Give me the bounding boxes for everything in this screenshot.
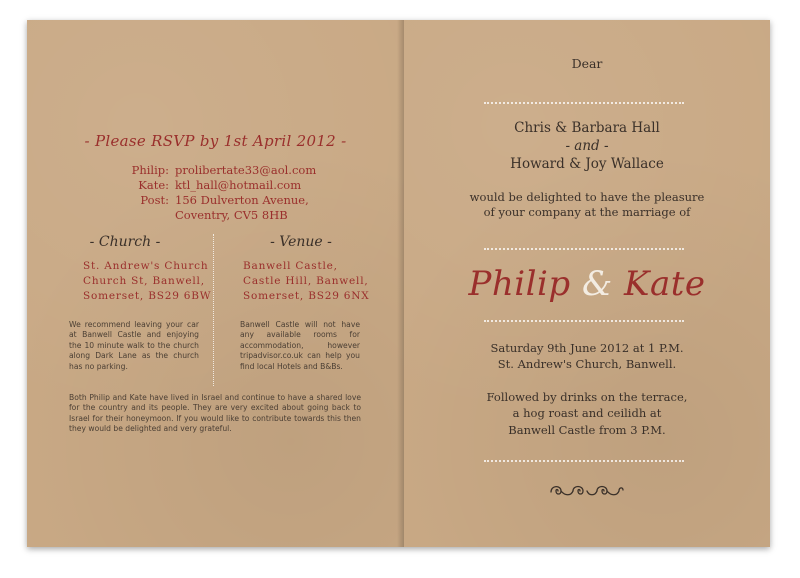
contact-value: Coventry, CV5 8HB <box>175 208 288 222</box>
contact-value: ktl_hall@hotmail.com <box>175 178 302 192</box>
left-page <box>27 20 404 547</box>
ampersand: & <box>581 264 613 304</box>
venue-address-line: Banwell Castle, <box>243 260 338 272</box>
venue-address-line: Somerset, BS29 6NX <box>243 290 370 302</box>
contact-label: Kate: <box>138 178 169 192</box>
venue-address <box>243 259 373 304</box>
church-heading: - Church - <box>89 234 161 250</box>
host-line-1: Chris & Barbara Hall <box>514 120 660 136</box>
honeymoon-note: Both Philip and Kate have lived in Israel and continue to have a shared love for the country and its people. They are very excited about going back to Israel for their honeymoon. If you would like to contribute towards this then they would be delighted and very grateful. <box>69 393 361 434</box>
groom-name: Philip <box>468 264 571 304</box>
reception-line-3: Banwell Castle from 3 P.M. <box>508 423 666 437</box>
salutation: Dear <box>571 56 603 71</box>
dotted-divider <box>484 102 684 104</box>
invite-line-2: of your company at the marriage of <box>483 205 691 219</box>
contact-label: Post: <box>140 193 169 207</box>
couple-names <box>404 264 770 304</box>
church-address <box>83 259 213 304</box>
column-divider <box>213 234 214 386</box>
dotted-divider <box>484 248 684 250</box>
invitation-booklet <box>27 20 770 547</box>
church-note: We recommend leaving your car at Banwell Castle and enjoying the 10 minute walk to the church along Dark Lane as the church has no parking. <box>69 320 199 371</box>
church-address-line: Somerset, BS29 6BW <box>83 290 212 302</box>
reception-line-2: a hog roast and ceilidh at <box>512 406 662 420</box>
contact-row-post-2 <box>27 207 404 223</box>
rsvp-title: - Please RSVP by 1st April 2012 - <box>84 132 347 150</box>
church-address-line: Church St, Banwell, <box>83 275 205 287</box>
contact-row-philip <box>27 162 404 178</box>
venue-note: Banwell Castle will not have any available rooms for accommodation, however tripadvisor.co.uk can help you find local Hotels and B&Bs. <box>240 320 360 371</box>
contact-row-post <box>27 192 404 208</box>
flourish-ornament-icon <box>547 480 627 500</box>
contact-row-kate <box>27 177 404 193</box>
venue-address-line: Castle Hill, Banwell, <box>243 275 369 287</box>
place-line: St. Andrew's Church, Banwell. <box>497 357 677 371</box>
reception-line-1: Followed by drinks on the terrace, <box>486 390 688 404</box>
dotted-divider <box>484 320 684 322</box>
dotted-divider <box>484 460 684 462</box>
host-line-2: Howard & Joy Wallace <box>510 156 664 172</box>
date-line: Saturday 9th June 2012 at 1 P.M. <box>490 341 684 355</box>
invite-line-1: would be delighted to have the pleasure <box>469 190 705 204</box>
contact-value: 156 Dulverton Avenue, <box>175 193 309 207</box>
host-and: - and - <box>565 138 609 154</box>
bride-name: Kate <box>624 264 706 304</box>
church-address-line: St. Andrew's Church <box>83 260 209 272</box>
right-page <box>404 20 770 547</box>
contact-block <box>27 162 404 232</box>
contact-value: prolibertate33@aol.com <box>175 163 317 177</box>
venue-heading: - Venue - <box>270 234 332 250</box>
contact-label: Philip: <box>131 163 169 177</box>
